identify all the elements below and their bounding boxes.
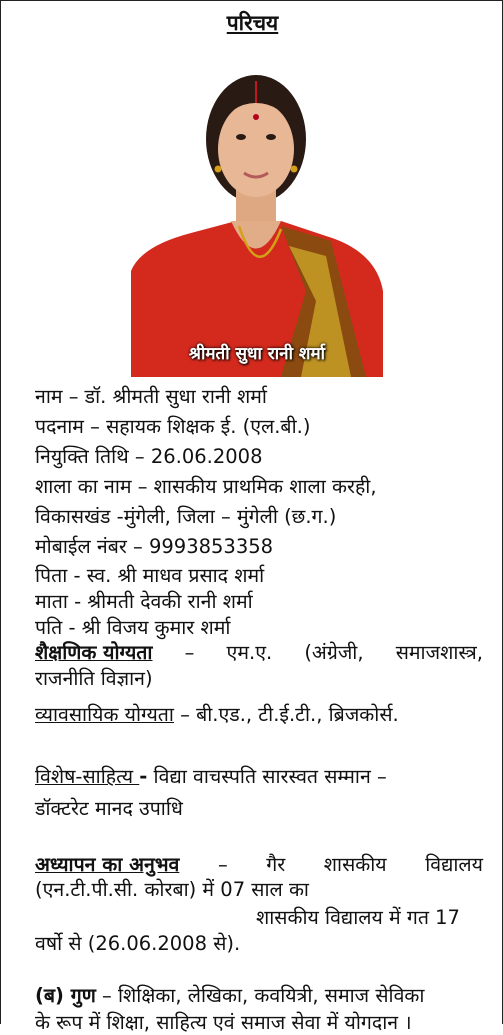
literature-line (35, 765, 387, 789)
education-line-2: राजनीति विज्ञान) (35, 667, 153, 690)
professional-label: व्यावसायिक योग्यता (35, 703, 174, 726)
literature-line-2: डॉक्टरेट मानद उपाधि (35, 797, 183, 820)
teaching-word: शासकीय (323, 853, 387, 876)
mobile-line: मोबाईल नंबर – 9993853358 (35, 535, 274, 558)
school-name-line: शाला का नाम – शासकीय प्राथमिक शाला करही, (35, 475, 377, 498)
portrait-image (131, 61, 383, 377)
education-word: एम.ए. (226, 641, 273, 664)
education-line (35, 641, 483, 665)
qualities-label: (ब) गुण (35, 984, 96, 1007)
literature-dash: - (139, 765, 148, 788)
teaching-line-3: शासकीय विद्यालय में गत 17 (256, 906, 460, 929)
teaching-line-4: वर्षो से (26.06.2008 से). (35, 932, 241, 955)
literature-label: विशेष-साहित्य (35, 765, 140, 788)
teaching-word: गैर (266, 853, 286, 876)
block-district-line: विकासखंड -मुंगेली, जिला – मुंगेली (छ.ग.) (35, 505, 337, 528)
education-word: (अंग्रेजी, (304, 641, 364, 664)
teaching-label: अध्यापन का अनुभव (35, 853, 180, 876)
name-line: नाम – डॉ. श्रीमती सुधा रानी शर्मा (35, 385, 267, 408)
mother-line: माता - श्रीमती देवकी रानी शर्मा (35, 590, 253, 613)
designation-line: पदनाम – सहायक शिक्षक ई. (एल.बी.) (35, 415, 311, 438)
education-label: शैक्षणिक योग्यता (35, 641, 153, 664)
profile-photo (131, 61, 383, 377)
professional-line (35, 703, 399, 727)
qualities-line-2: के रूप में शिक्षा, साहित्य एवं समाज सेवा में योगदान । (35, 1011, 412, 1034)
teaching-word: – (217, 853, 228, 876)
qualities-value: – शिक्षिका, लेखिका, कवयित्री, समाज सेविका (95, 984, 425, 1007)
education-word: समाजशास्त्र, (395, 641, 483, 664)
photo-caption: श्रीमती सुधा रानी शर्मा (188, 344, 326, 364)
husband-line: पति - श्री विजय कुमार शर्मा (35, 616, 231, 639)
literature-value: विद्या वाचस्पति सारस्वत सम्मान – (147, 765, 387, 788)
appointment-date-line: नियुक्ति तिथि – 26.06.2008 (35, 445, 263, 468)
education-word: – (184, 641, 195, 664)
teaching-line (35, 853, 483, 877)
teaching-line-2: (एन.टी.पी.सी. कोरबा) में 07 साल का (35, 878, 309, 901)
father-line: पिता - स्व. श्री माधव प्रसाद शर्मा (35, 564, 265, 587)
qualities-line (35, 984, 424, 1008)
professional-value: – बी.एड., टी.ई.टी., ब्रिजकोर्स. (173, 703, 399, 726)
page-title: परिचय (226, 11, 279, 35)
teaching-word: विद्यालय (425, 853, 483, 876)
